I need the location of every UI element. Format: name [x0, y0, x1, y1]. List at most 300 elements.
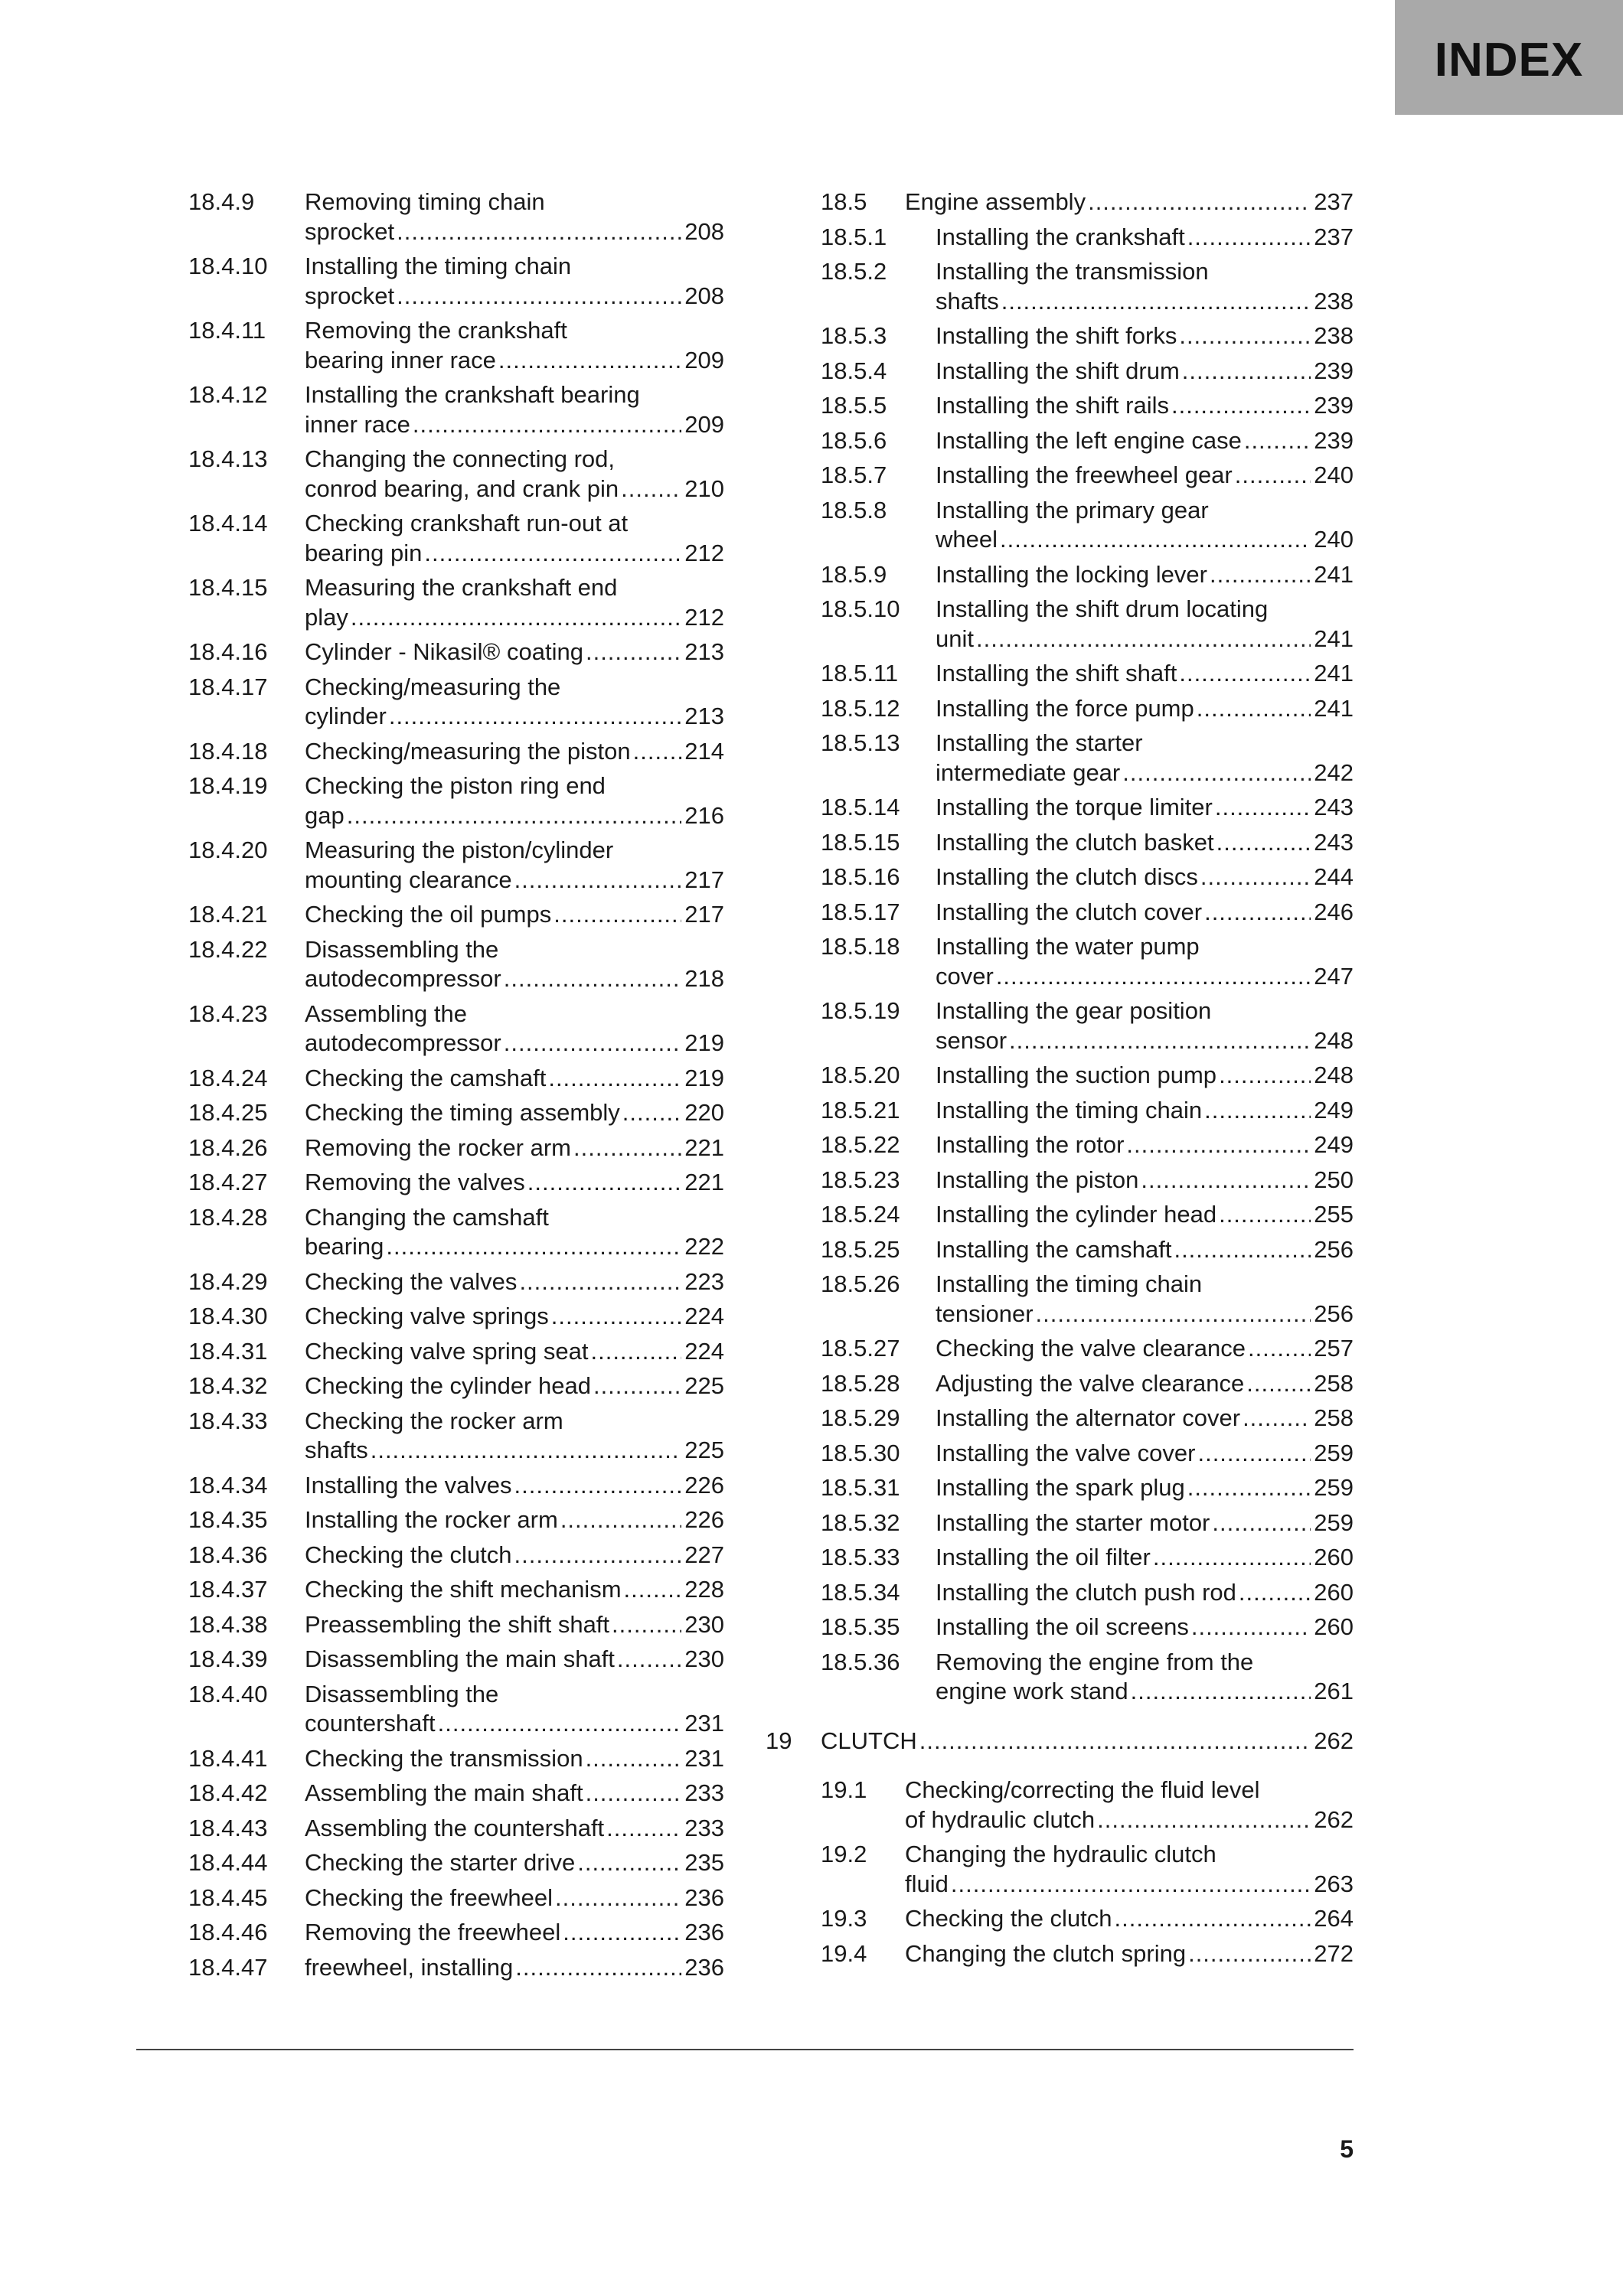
toc-entry-title: Installing the gear position	[936, 997, 1212, 1024]
toc-entry-page: 225	[684, 1437, 724, 1463]
toc-entry-title: Installing the crankshaft	[936, 223, 1185, 250]
toc-entry[interactable]	[188, 1302, 724, 1332]
toc-entry[interactable]	[188, 1744, 724, 1774]
toc-entry-page: 209	[684, 346, 724, 373]
toc-entry-title: bearing	[305, 1233, 384, 1260]
toc-entry-number: 18.4.36	[188, 1541, 268, 1568]
toc-entry-title: Cylinder - Nikasil® coating	[305, 638, 583, 665]
toc-entry[interactable]	[766, 223, 1354, 253]
toc-entry[interactable]	[766, 1473, 1354, 1503]
dot-leader	[919, 1727, 1311, 1756]
toc-entry[interactable]	[766, 1235, 1354, 1265]
dot-leader	[548, 1064, 681, 1094]
toc-entry-page: 241	[1314, 660, 1354, 687]
dot-leader	[563, 1918, 681, 1948]
toc-entry-title: Measuring the piston/cylinder	[305, 837, 614, 863]
toc-entry-title: unit	[936, 625, 974, 652]
toc-entry-page: 228	[684, 1576, 724, 1603]
dot-leader	[1200, 863, 1311, 892]
toc-entry-title: Checking the shift mechanism	[305, 1576, 622, 1603]
toc-entry-title: Checking the camshaft	[305, 1064, 547, 1091]
dot-leader	[612, 1610, 681, 1640]
toc-entry-page: 214	[684, 737, 724, 765]
toc-entry-title: Assembling the main shaft	[305, 1779, 583, 1806]
toc-entry-title: Installing the freewheel gear	[936, 461, 1233, 488]
dot-leader	[1182, 357, 1311, 386]
dot-leader	[371, 1436, 682, 1466]
toc-entry-title: cover	[936, 962, 994, 990]
toc-entry-page: 213	[684, 703, 724, 729]
toc-entry-title: Changing the clutch spring	[905, 1939, 1187, 1967]
dot-leader	[1097, 1805, 1311, 1835]
dot-leader	[560, 1505, 681, 1535]
toc-entry-number: 18.5.24	[821, 1201, 900, 1228]
toc-entry-number: 18.4.10	[188, 253, 268, 279]
toc-entry-title: Installing the shift rails	[936, 392, 1169, 419]
dot-leader	[514, 1541, 682, 1570]
toc-entry-page: 260	[1314, 1578, 1354, 1606]
toc-entry-title: CLUTCH	[821, 1727, 917, 1754]
toc-entry[interactable]	[188, 1779, 724, 1808]
toc-entry-page: 220	[684, 1099, 724, 1126]
dot-leader	[1239, 1578, 1311, 1608]
toc-entry-title: Installing the clutch discs	[936, 863, 1198, 890]
toc-entry-title: of hydraulic clutch	[905, 1805, 1096, 1833]
toc-entry-title: Checking the valve clearance	[936, 1335, 1246, 1362]
toc-entry[interactable]	[188, 1505, 724, 1535]
dot-leader	[1191, 1613, 1311, 1642]
toc-entry[interactable]	[188, 1883, 724, 1913]
toc-entry-number: 18.5.26	[821, 1270, 900, 1297]
toc-entry-title: Disassembling the	[305, 1680, 499, 1707]
toc-entry-page: 248	[1314, 1026, 1354, 1054]
toc-entry-title: Changing the hydraulic clutch	[905, 1841, 1216, 1867]
toc-entry-page: 247	[1314, 962, 1354, 990]
dot-leader	[351, 603, 681, 633]
toc-entry-number: 18.4.43	[188, 1814, 268, 1841]
toc-entry-number: 18.4.27	[188, 1169, 268, 1195]
toc-entry-number: 18.4.22	[188, 935, 268, 963]
toc-entry-title: Removing the rocker arm	[305, 1133, 572, 1161]
toc-entry-page: 262	[1314, 1727, 1354, 1754]
toc-entry-page: 238	[1314, 322, 1354, 349]
toc-entry-page: 259	[1314, 1508, 1354, 1536]
toc-entry-number: 19.1	[821, 1776, 867, 1803]
dot-leader	[1219, 1200, 1311, 1230]
toc-entry-number: 18.5.33	[821, 1544, 900, 1570]
toc-entry-number: 18.4.34	[188, 1471, 268, 1499]
toc-entry[interactable]	[766, 391, 1354, 421]
dot-leader	[413, 410, 681, 440]
toc-entry[interactable]	[766, 828, 1354, 858]
toc-entry[interactable]	[766, 1543, 1354, 1573]
toc-entry-number: 18.4.16	[188, 638, 268, 665]
toc-entry[interactable]	[766, 560, 1354, 590]
toc-entry-title: Changing the connecting rod,	[305, 445, 616, 472]
toc-entry-page: 218	[684, 965, 724, 992]
toc-entry-title: Assembling the	[305, 1000, 467, 1027]
toc-entry-number: 18.4.15	[188, 574, 268, 601]
toc-entry-title: Checking/correcting the fluid level	[905, 1776, 1260, 1803]
dot-leader	[1036, 1300, 1311, 1329]
toc-entry[interactable]	[188, 1814, 724, 1844]
toc-entry[interactable]	[766, 595, 1354, 654]
toc-entry-title: Installing the torque limiter	[936, 794, 1213, 820]
toc-entry-title: Installing the primary gear	[936, 496, 1209, 523]
dot-leader	[593, 1371, 681, 1401]
toc-entry[interactable]	[188, 573, 724, 632]
toc-entry[interactable]	[188, 836, 724, 895]
toc-entry-page: 259	[1314, 1474, 1354, 1501]
toc-entry-number: 18.5.31	[821, 1474, 900, 1501]
toc-entry-title: fluid	[905, 1870, 949, 1897]
toc-entry-title: wheel	[936, 526, 998, 553]
toc-entry[interactable]	[766, 729, 1354, 788]
toc-entry[interactable]	[766, 1270, 1354, 1329]
toc-entry[interactable]	[766, 1061, 1354, 1091]
toc-entry-page: 236	[684, 1953, 724, 1981]
toc-entry[interactable]	[188, 900, 724, 930]
toc-entry-number: 18.5.21	[821, 1096, 900, 1124]
toc-entry[interactable]	[188, 1541, 724, 1570]
toc-entry-number: 18.5.4	[821, 357, 887, 384]
dot-leader	[1179, 659, 1311, 689]
toc-entry-number: 18.5.12	[821, 694, 900, 722]
toc-entry-title: sprocket	[305, 282, 395, 309]
toc-entry-page: 216	[684, 801, 724, 829]
toc-entry[interactable]	[766, 694, 1354, 724]
toc-entry-title: Checking the cylinder head	[305, 1372, 591, 1399]
toc-entry[interactable]	[188, 509, 724, 568]
toc-entry[interactable]	[766, 1096, 1354, 1126]
toc-entry-number: 18.4.23	[188, 1000, 268, 1027]
toc-entry-title: Installing the shift shaft	[936, 660, 1177, 687]
dot-leader	[397, 282, 681, 311]
dot-leader	[1179, 321, 1311, 351]
toc-entry-page: 240	[1314, 461, 1354, 488]
toc-entry-page: 244	[1314, 863, 1354, 890]
dot-leader	[1197, 694, 1311, 724]
toc-entry-title: Checking the rocker arm	[305, 1407, 563, 1434]
toc-entry-page: 258	[1314, 1369, 1354, 1397]
toc-entry-page: 209	[684, 410, 724, 438]
toc-entry-number: 18.4.42	[188, 1779, 268, 1806]
toc-entry-title: shafts	[305, 1437, 368, 1463]
toc-entry-title: bearing pin	[305, 539, 423, 566]
toc-entry-title: sensor	[936, 1026, 1007, 1054]
toc-entry[interactable]	[188, 771, 724, 830]
toc-entry[interactable]	[188, 1064, 724, 1094]
dot-leader	[1197, 1439, 1311, 1469]
toc-entry[interactable]	[766, 1904, 1354, 1934]
toc-entry-number: 19	[766, 1727, 792, 1754]
toc-entry[interactable]	[188, 445, 724, 504]
toc-entry[interactable]	[188, 1337, 724, 1367]
toc-entry-page: 259	[1314, 1439, 1354, 1466]
toc-entry-page: 231	[684, 1744, 724, 1772]
toc-entry[interactable]	[766, 1130, 1354, 1160]
toc-entry-page: 256	[1314, 1235, 1354, 1263]
toc-entry[interactable]	[766, 1648, 1354, 1707]
dot-leader	[586, 1744, 682, 1774]
toc-entry-title: Installing the locking lever	[936, 560, 1207, 588]
toc-entry[interactable]	[188, 1918, 724, 1948]
toc-entry-number: 18.5.11	[821, 660, 899, 687]
toc-entry[interactable]	[766, 496, 1354, 555]
toc-entry-number: 18.5.3	[821, 322, 887, 349]
toc-entry-page: 227	[684, 1541, 724, 1568]
toc-entry-title: Installing the oil filter	[936, 1544, 1151, 1570]
dot-leader	[621, 475, 681, 504]
toc-entry-number: 19.3	[821, 1905, 867, 1932]
toc-entry-title: Installing the starter motor	[936, 1508, 1210, 1536]
toc-entry-page: 213	[684, 638, 724, 665]
toc-entry-page: 243	[1314, 828, 1354, 856]
toc-entry-title: Checking the valves	[305, 1267, 518, 1295]
dot-leader	[1122, 758, 1311, 788]
toc-entry-title: inner race	[305, 410, 410, 438]
toc-entry[interactable]	[766, 659, 1354, 689]
toc-entry[interactable]	[766, 1404, 1354, 1433]
toc-entry-title: Checking the clutch	[305, 1541, 512, 1568]
toc-entry[interactable]	[766, 1613, 1354, 1642]
dot-leader	[1244, 426, 1311, 456]
toc-entry[interactable]	[766, 257, 1354, 316]
toc-entry-page: 217	[684, 901, 724, 928]
dot-leader	[498, 346, 681, 376]
toc-entry[interactable]	[188, 1133, 724, 1163]
toc-entry-title: autodecompressor	[305, 1029, 501, 1056]
toc-entry-title: shafts	[936, 287, 999, 315]
toc-entry-number: 18.4.17	[188, 673, 268, 700]
toc-entry-page: 236	[684, 1919, 724, 1945]
toc-entry[interactable]	[766, 1369, 1354, 1399]
toc-entry-page: 219	[684, 1064, 724, 1091]
toc-entry[interactable]	[188, 1407, 724, 1466]
toc-entry-page: 230	[684, 1610, 724, 1638]
toc-entry-page: 246	[1314, 898, 1354, 925]
toc-entry-page: 256	[1314, 1300, 1354, 1327]
toc-entry-title: Installing the clutch basket	[936, 828, 1214, 856]
toc-entry[interactable]	[766, 1776, 1354, 1835]
toc-entry[interactable]	[188, 935, 724, 994]
toc-entry[interactable]	[188, 316, 724, 375]
toc-entry-number: 18.4.31	[188, 1337, 268, 1365]
toc-entry-title: Preassembling the shift shaft	[305, 1610, 610, 1638]
toc-entry-number: 18.5.13	[821, 729, 900, 756]
toc-entry-number: 18.5.6	[821, 426, 887, 454]
toc-entry[interactable]	[766, 932, 1354, 991]
toc-entry-page: 241	[1314, 560, 1354, 588]
toc-entry-title: Checking the timing assembly	[305, 1099, 620, 1126]
toc-entry-title: countershaft	[305, 1710, 436, 1737]
toc-entry-number: 18.5.34	[821, 1578, 900, 1606]
toc-entry-page: 239	[1314, 357, 1354, 384]
toc-entry[interactable]	[766, 793, 1354, 823]
toc-entry[interactable]	[188, 1610, 724, 1640]
dot-leader	[1243, 1404, 1311, 1433]
toc-entry-page: 243	[1314, 794, 1354, 820]
toc-entry-title: Checking crankshaft run-out at	[305, 510, 629, 536]
toc-entry[interactable]	[188, 737, 724, 767]
toc-entry-number: 18.4.47	[188, 1953, 268, 1981]
toc-entry[interactable]	[766, 1840, 1354, 1899]
toc-entry-page: 239	[1314, 426, 1354, 454]
toc-entry-number: 18.5.35	[821, 1613, 900, 1640]
dot-leader	[606, 1814, 681, 1844]
dot-leader	[1204, 898, 1311, 928]
toc-right-column	[766, 188, 1354, 1974]
toc-entry-number: 18.4.19	[188, 772, 268, 799]
toc-entry-number: 18.4.20	[188, 837, 268, 863]
dot-leader	[1126, 1130, 1311, 1160]
toc-entry-title: Checking the clutch	[905, 1905, 1112, 1932]
toc-entry-number: 18.4.21	[188, 901, 268, 928]
toc-entry-page: 236	[684, 1883, 724, 1911]
toc-entry-page: 233	[684, 1779, 724, 1806]
dot-leader	[1153, 1543, 1311, 1573]
toc-entry[interactable]	[188, 1471, 724, 1501]
toc-entry-page: 217	[684, 866, 724, 893]
toc-entry-page: 249	[1314, 1096, 1354, 1124]
toc-entry[interactable]	[188, 252, 724, 311]
toc-entry-page: 224	[684, 1303, 724, 1329]
toc-entry[interactable]	[766, 1508, 1354, 1538]
toc-entry-number: 18.5.25	[821, 1235, 900, 1263]
toc-entry-page: 235	[684, 1849, 724, 1876]
toc-entry[interactable]	[766, 188, 1354, 217]
dot-leader	[577, 1848, 681, 1878]
toc-entry[interactable]	[188, 1680, 724, 1739]
toc-entry-title: Checking the freewheel	[305, 1883, 553, 1911]
toc-entry[interactable]	[188, 1575, 724, 1605]
toc-entry-page: 249	[1314, 1131, 1354, 1158]
toc-entry-number: 18.5.10	[821, 595, 900, 622]
toc-entry[interactable]	[188, 1098, 724, 1128]
toc-entry[interactable]	[766, 863, 1354, 892]
toc-entry[interactable]	[766, 461, 1354, 491]
toc-entry-page: 210	[684, 475, 724, 502]
toc-entry-title: Removing the valves	[305, 1169, 525, 1195]
toc-entry-title: Changing the camshaft	[305, 1203, 549, 1231]
dot-leader	[1171, 391, 1311, 421]
toc-entry-number: 18.4.14	[188, 510, 268, 536]
toc-entry-number: 18.4.33	[188, 1407, 268, 1434]
dot-leader	[1009, 1026, 1311, 1056]
toc-entry[interactable]	[188, 673, 724, 732]
toc-entry[interactable]	[188, 638, 724, 667]
toc-entry[interactable]	[766, 321, 1354, 351]
toc-entry[interactable]	[766, 898, 1354, 928]
toc-entry-page: 212	[684, 539, 724, 566]
toc-entry[interactable]	[188, 1267, 724, 1297]
toc-entry-page: 226	[684, 1471, 724, 1499]
toc-entry-page: 237	[1314, 223, 1354, 250]
toc-entry-number: 18.5.18	[821, 933, 900, 960]
toc-entry-title: Installing the timing chain	[305, 253, 572, 279]
toc-entry-title: Installing the suction pump	[936, 1062, 1217, 1088]
toc-entry[interactable]	[188, 188, 724, 246]
dot-leader	[590, 1337, 681, 1367]
toc-entry-number: 18.5.32	[821, 1508, 900, 1536]
toc-entry-number: 18.4.26	[188, 1133, 268, 1161]
toc-entry[interactable]	[188, 1848, 724, 1878]
toc-entry-title: Measuring the crankshaft end	[305, 574, 618, 601]
toc-entry[interactable]	[188, 1371, 724, 1401]
toc-entry-title: Installing the crankshaft bearing	[305, 381, 640, 408]
toc-entry-number: 19.2	[821, 1841, 867, 1867]
toc-entry[interactable]	[766, 996, 1354, 1055]
toc-entry-page: 248	[1314, 1062, 1354, 1088]
toc-entry-number: 18.4.40	[188, 1680, 268, 1707]
toc-entry-number: 18.5	[821, 188, 867, 215]
toc-entry-number: 18.5.17	[821, 898, 900, 925]
toc-entry-page: 208	[684, 282, 724, 309]
toc-entry[interactable]	[188, 380, 724, 439]
toc-entry-title: Removing the freewheel	[305, 1919, 561, 1945]
toc-entry[interactable]	[766, 1334, 1354, 1364]
toc-entry-title: Adjusting the valve clearance	[936, 1369, 1245, 1397]
toc-entry-title: Assembling the countershaft	[305, 1814, 605, 1841]
toc-entry[interactable]	[766, 1578, 1354, 1608]
toc-entry[interactable]	[188, 1203, 724, 1262]
toc-entry-page: 212	[684, 603, 724, 631]
toc-entry-title: Removing the engine from the	[936, 1648, 1254, 1675]
toc-entry-page: 242	[1314, 758, 1354, 786]
toc-entry-page: 239	[1314, 392, 1354, 419]
toc-entry[interactable]	[188, 1168, 724, 1198]
toc-entry-title: Checking valve springs	[305, 1303, 549, 1329]
dot-leader	[1174, 1235, 1311, 1265]
toc-entry[interactable]	[766, 1166, 1354, 1195]
dot-leader	[519, 1267, 681, 1297]
dot-leader	[1216, 828, 1311, 858]
toc-entry-number: 18.4.30	[188, 1303, 268, 1329]
toc-entry-page: 221	[684, 1169, 724, 1195]
dot-leader	[1187, 1473, 1311, 1503]
toc-entry-number: 18.5.9	[821, 560, 887, 588]
toc-entry[interactable]	[188, 1645, 724, 1675]
toc-entry[interactable]	[766, 1727, 1354, 1756]
toc-entry-title: Disassembling the	[305, 935, 499, 963]
dot-leader	[1131, 1677, 1311, 1707]
dot-leader	[1204, 1096, 1311, 1126]
toc-entry[interactable]	[766, 357, 1354, 386]
toc-entry[interactable]	[766, 1939, 1354, 1969]
dot-leader	[1235, 461, 1311, 491]
toc-entry-number: 18.4.18	[188, 737, 268, 765]
toc-entry-number: 18.4.32	[188, 1372, 268, 1399]
toc-entry-title: engine work stand	[936, 1678, 1128, 1704]
toc-entry-number: 18.5.30	[821, 1439, 900, 1466]
toc-entry[interactable]	[188, 1000, 724, 1058]
toc-entry[interactable]	[766, 1200, 1354, 1230]
dot-leader	[1088, 188, 1311, 217]
toc-entry[interactable]	[766, 1439, 1354, 1469]
toc-entry-page: 261	[1314, 1678, 1354, 1704]
dot-leader	[573, 1133, 681, 1163]
dot-leader	[976, 625, 1311, 654]
toc-entry[interactable]	[188, 1953, 724, 1983]
dot-leader	[586, 638, 681, 667]
toc-entry-page: 219	[684, 1029, 724, 1056]
toc-entry-number: 18.4.25	[188, 1099, 268, 1126]
toc-entry-page: 255	[1314, 1201, 1354, 1228]
toc-entry-title: Checking the transmission	[305, 1744, 583, 1772]
toc-entry[interactable]	[766, 426, 1354, 456]
toc-entry-page: 221	[684, 1133, 724, 1161]
toc-entry-title: Installing the starter	[936, 729, 1143, 756]
